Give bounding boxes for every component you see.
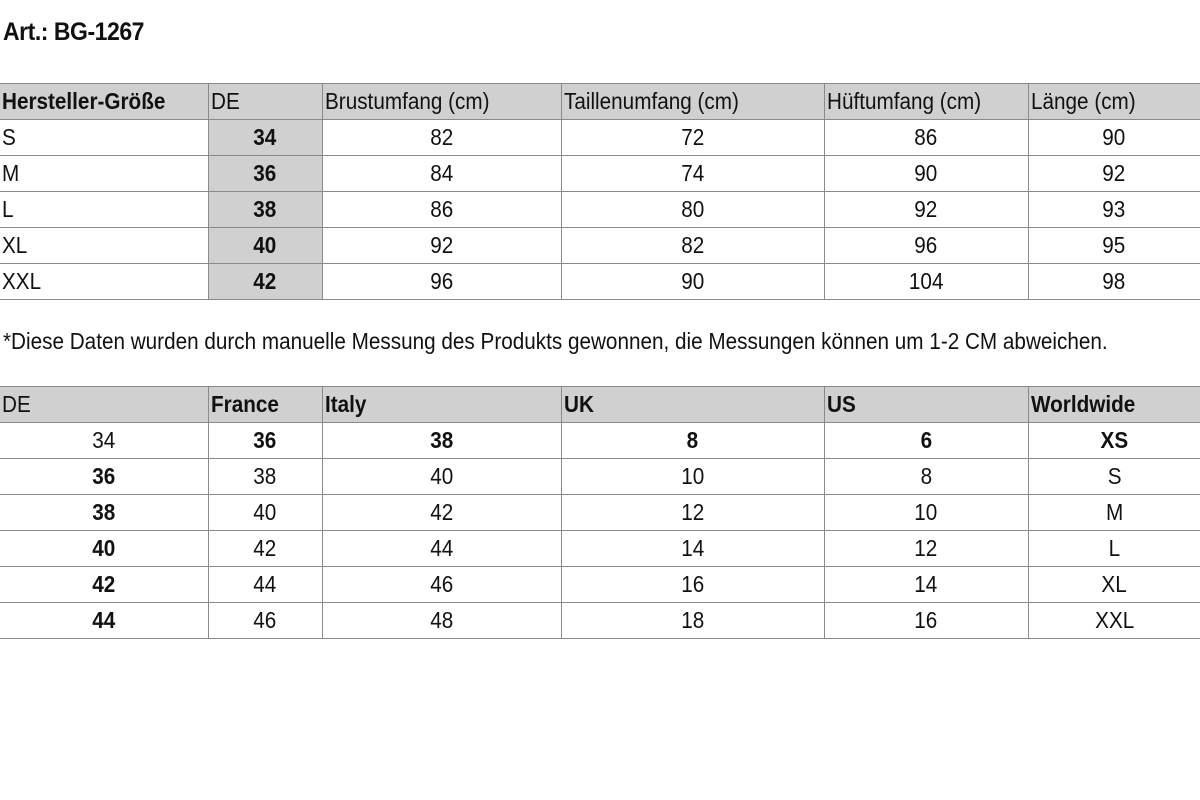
table-row <box>0 603 1200 639</box>
us-cell: 10 <box>824 495 1028 531</box>
manufacturer-size-cell: S <box>0 120 208 156</box>
table-row <box>0 192 1200 228</box>
de-size-cell: 38 <box>208 192 322 228</box>
uk-cell: 16 <box>561 567 824 603</box>
worldwide-cell: S <box>1028 459 1200 495</box>
waist-cell: 82 <box>561 228 824 264</box>
hip-cell: 86 <box>824 120 1028 156</box>
de-size-cell: 40 <box>208 228 322 264</box>
hip-cell: 92 <box>824 192 1028 228</box>
de-cell: 36 <box>0 459 208 495</box>
uk-cell: 14 <box>561 531 824 567</box>
chest-cell: 82 <box>322 120 561 156</box>
chest-cell: 96 <box>322 264 561 300</box>
uk-cell: 12 <box>561 495 824 531</box>
table-row <box>0 264 1200 300</box>
length-cell: 95 <box>1028 228 1200 264</box>
hip-cell: 104 <box>824 264 1028 300</box>
france-cell: 38 <box>208 459 322 495</box>
table-row <box>0 495 1200 531</box>
us-cell: 12 <box>824 531 1028 567</box>
size-conversion-table <box>0 386 1200 639</box>
table-row <box>0 423 1200 459</box>
worldwide-cell: XXL <box>1028 603 1200 639</box>
table-row <box>0 120 1200 156</box>
us-cell: 6 <box>824 423 1028 459</box>
conversion-table-header-row <box>0 387 1200 423</box>
table-row <box>0 567 1200 603</box>
uk-cell: 18 <box>561 603 824 639</box>
de-cell: 40 <box>0 531 208 567</box>
header-de: DE <box>0 387 208 423</box>
de-cell: 34 <box>0 423 208 459</box>
header-italy: Italy <box>322 387 561 423</box>
waist-cell: 80 <box>561 192 824 228</box>
header-length: Länge (cm) <box>1028 84 1200 120</box>
article-title: Art.: BG-1267 <box>3 18 145 46</box>
italy-cell: 40 <box>322 459 561 495</box>
us-cell: 14 <box>824 567 1028 603</box>
waist-cell: 72 <box>561 120 824 156</box>
hip-cell: 96 <box>824 228 1028 264</box>
italy-cell: 42 <box>322 495 561 531</box>
header-de: DE <box>208 84 322 120</box>
de-size-cell: 34 <box>208 120 322 156</box>
france-cell: 42 <box>208 531 322 567</box>
uk-cell: 8 <box>561 423 824 459</box>
worldwide-cell: XS <box>1028 423 1200 459</box>
header-worldwide: Worldwide <box>1028 387 1200 423</box>
size-table-header-row <box>0 84 1200 120</box>
italy-cell: 46 <box>322 567 561 603</box>
chest-cell: 84 <box>322 156 561 192</box>
measurement-note: *Diese Daten wurden durch manuelle Messung des Produkts gewonnen, die Messungen können um 1-2 CM abweichen. <box>3 328 1108 354</box>
table-row <box>0 531 1200 567</box>
table-row <box>0 228 1200 264</box>
worldwide-cell: XL <box>1028 567 1200 603</box>
france-cell: 46 <box>208 603 322 639</box>
de-size-cell: 42 <box>208 264 322 300</box>
header-waist: Taillenumfang (cm) <box>561 84 824 120</box>
chest-cell: 86 <box>322 192 561 228</box>
france-cell: 40 <box>208 495 322 531</box>
italy-cell: 38 <box>322 423 561 459</box>
size-measurement-table <box>0 83 1200 300</box>
manufacturer-size-cell: XXL <box>0 264 208 300</box>
header-us: US <box>824 387 1028 423</box>
length-cell: 93 <box>1028 192 1200 228</box>
uk-cell: 10 <box>561 459 824 495</box>
italy-cell: 44 <box>322 531 561 567</box>
waist-cell: 90 <box>561 264 824 300</box>
header-hip: Hüftumfang (cm) <box>824 84 1028 120</box>
table-row <box>0 156 1200 192</box>
hip-cell: 90 <box>824 156 1028 192</box>
de-cell: 42 <box>0 567 208 603</box>
header-france: France <box>208 387 322 423</box>
manufacturer-size-cell: M <box>0 156 208 192</box>
us-cell: 16 <box>824 603 1028 639</box>
france-cell: 36 <box>208 423 322 459</box>
length-cell: 98 <box>1028 264 1200 300</box>
header-chest: Brustumfang (cm) <box>322 84 561 120</box>
table-row <box>0 459 1200 495</box>
worldwide-cell: M <box>1028 495 1200 531</box>
waist-cell: 74 <box>561 156 824 192</box>
header-uk: UK <box>561 387 824 423</box>
header-manufacturer-size: Hersteller-Größe <box>0 84 208 120</box>
worldwide-cell: L <box>1028 531 1200 567</box>
italy-cell: 48 <box>322 603 561 639</box>
us-cell: 8 <box>824 459 1028 495</box>
chest-cell: 92 <box>322 228 561 264</box>
length-cell: 90 <box>1028 120 1200 156</box>
de-cell: 38 <box>0 495 208 531</box>
de-cell: 44 <box>0 603 208 639</box>
length-cell: 92 <box>1028 156 1200 192</box>
manufacturer-size-cell: L <box>0 192 208 228</box>
france-cell: 44 <box>208 567 322 603</box>
de-size-cell: 36 <box>208 156 322 192</box>
manufacturer-size-cell: XL <box>0 228 208 264</box>
